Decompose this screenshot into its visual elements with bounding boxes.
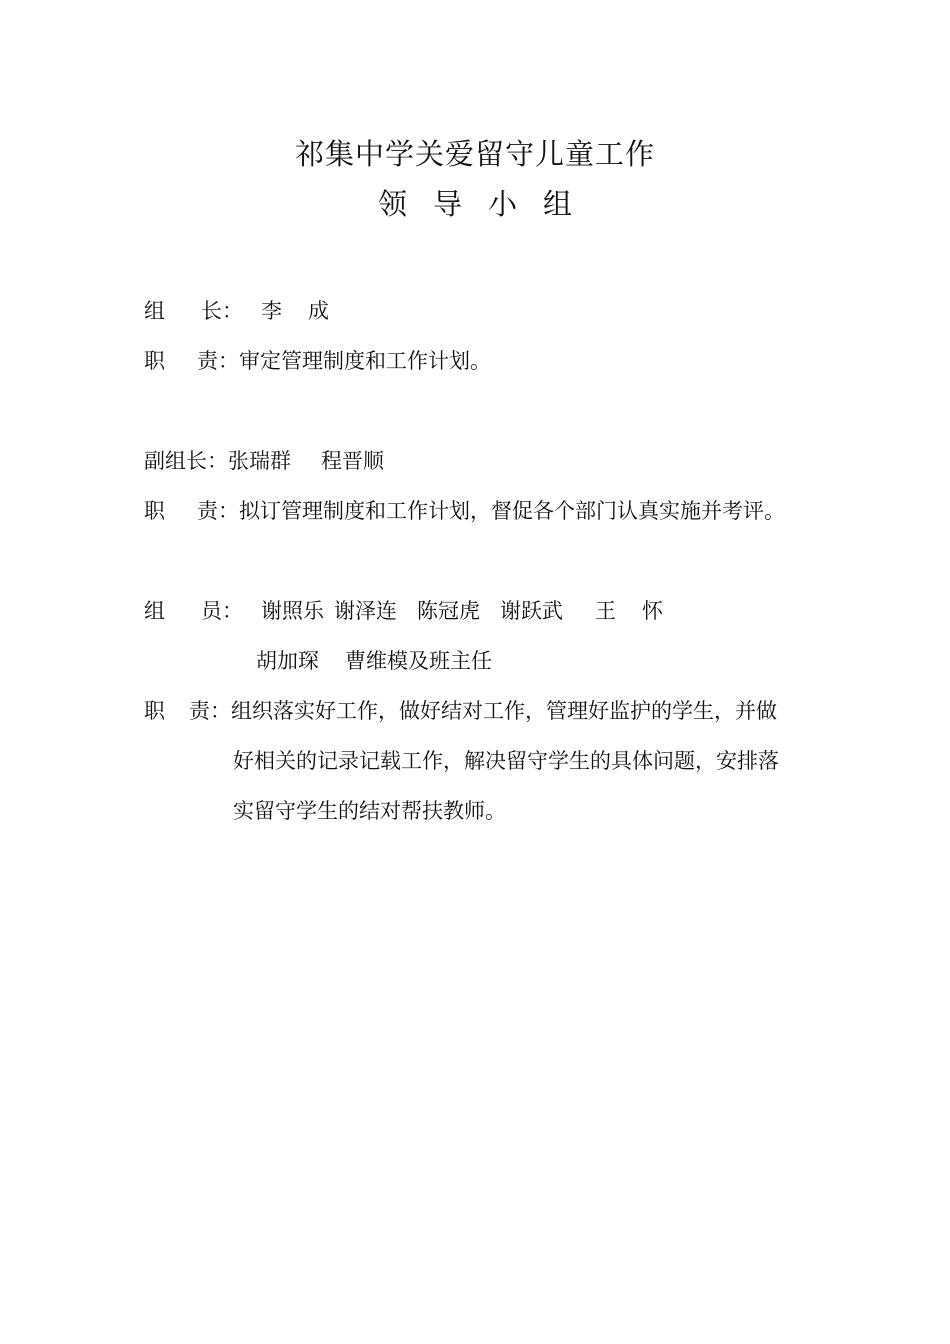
member-name: 胡加琛 [256, 649, 319, 673]
deputy-duty-row [144, 497, 785, 525]
document-subtitle: 领导小组 [377, 187, 598, 221]
deputy-duty-text: 拟订管理制度和工作计划，督促各个部门认真实施并考评。 [239, 499, 785, 523]
member-name: 王 [595, 599, 616, 623]
members-colon: ： [222, 599, 243, 623]
document-title: 祁集中学关爱留守儿童工作 [294, 137, 655, 171]
members-duty-line: 实留守学生的结对帮扶教师。 [233, 799, 506, 823]
member-name: 陈冠虎 [417, 599, 480, 623]
member-name: 谢跃武 [500, 599, 563, 623]
leader-duty-text: 审定管理制度和工作计划。 [239, 349, 491, 373]
members-duty-row [144, 697, 777, 725]
leader-label: 组长 [144, 299, 222, 323]
members-duty-colon: ： [210, 699, 231, 723]
deputy-row [144, 447, 384, 475]
members-duty-line: 好相关的记录记载工作，解决留守学生的具体问题，安排落 [233, 749, 779, 773]
deputy-duty-colon: ： [218, 499, 239, 523]
members-row [144, 597, 663, 625]
members-label: 组员 [144, 599, 222, 623]
leader-row [144, 297, 329, 325]
leader-name-given: 成 [308, 299, 329, 323]
leader-duty-label: 职责 [144, 349, 218, 373]
leader-name-surname: 李 [261, 299, 282, 323]
member-name: 谢照乐 [261, 599, 324, 623]
leader-colon: ： [222, 299, 243, 323]
members-duty-label: 职责 [144, 699, 210, 723]
member-name: 怀 [642, 599, 663, 623]
deputy-label: 副组长 [144, 449, 207, 473]
member-name: 曹维模及班主任 [345, 649, 492, 673]
deputy-name: 张瑞群 [228, 449, 291, 473]
deputy-name: 程晋顺 [321, 449, 384, 473]
deputy-colon: ： [207, 449, 228, 473]
members-row-continued [256, 647, 492, 675]
leader-duty-row [144, 347, 491, 375]
deputy-duty-label: 职责 [144, 499, 218, 523]
members-duty-row-3 [233, 797, 506, 825]
members-duty-line: 组织落实好工作，做好结对工作，管理好监护的学生，并做 [231, 699, 777, 723]
members-duty-row-2 [233, 747, 779, 775]
leader-duty-colon: ： [218, 349, 239, 373]
member-name: 谢泽连 [334, 599, 397, 623]
